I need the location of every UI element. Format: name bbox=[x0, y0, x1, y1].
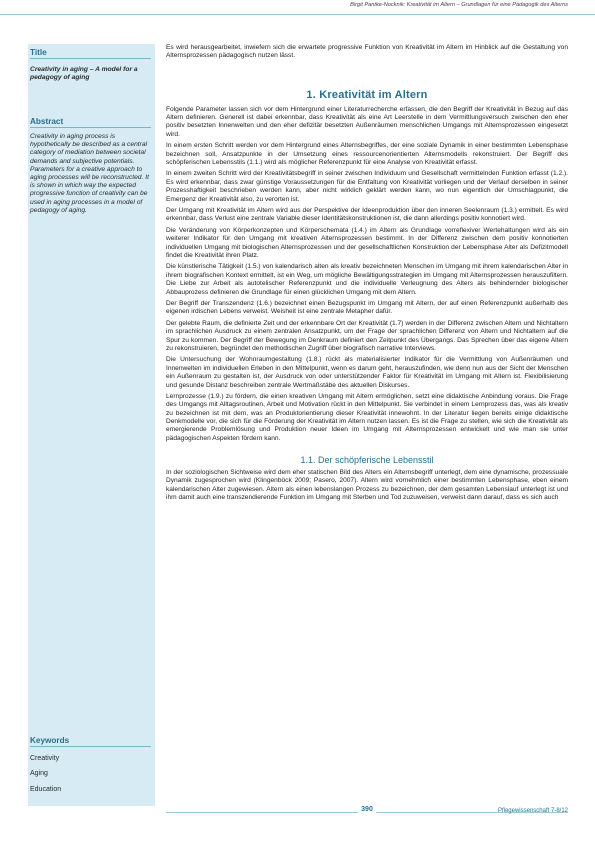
body-paragraph: Die Untersuchung der Wohnraumgestaltung (1.8.) rückt als materialisierter Indikator für die Vermittlung von Außenräumen und Innenwelten im individuellen Erleben in den Mittelpunkt, wenn es darum geht, herauszufinden, wie denn nun aus der Sicht der Menschen ein Außenraum zu gestalten ist, der Ausdruck von oder unterstützender Faktor für Kreativität im Umgang mit Altern ist. Flexibilisierung und gesunde Distanz beschreiben zentrale Wertmaßstäbe des aktuellen Diskurses. bbox=[166, 356, 568, 389]
keywords-heading: Keywords bbox=[30, 736, 151, 747]
keyword-item: Aging bbox=[30, 770, 48, 777]
article-body bbox=[166, 44, 568, 506]
running-head-text: Birgit Pantke-Nocknik: Kreativität im Altern – Grundlagen für eine Pädagogik des Alterns bbox=[350, 2, 568, 8]
body-paragraph: Lernprozesse (1.9.) zu fördern, die einen kreativen Umgang mit Altern ermöglichen, setzt eine didaktische Anbindung voraus. Die Frage des Umgangs mit Alltagsroutinen, Arbeit und Motivation rückt in den Mittelpunkt. Sie verbindet in einem Lernprozess das, was als kreativ zu bezeichnen ist mit dem, was an Produktorientierung dieser Kreativität innewohnt. In der Literatur liegen bereits einige didaktische Denkmodelle vor, die sich für die Förderung der Kreativität im Altern nutzen lassen. Es ist die Frage zu stellen, wie sich die Kreativität als emergierende Problemlösung und Produktion neuer Ideen im Umgang mit Alternsprozessen entwickelt und wie man sie unter pädagogischen Aspekten fördern kann. bbox=[166, 393, 568, 442]
body-paragraph: In der soziologischen Sichtweise wird dem eher statischen Bild des Alters ein Alternsbegriff unterlegt, dem eine dynamische, prozessuale Dynamik zugesprochen wird (Klingenböck 2009; Pasero, 2007). Altern wird vornehmlich einer bestimmten Lebensphase, eben einem kalendarischen Alter zugewiesen. Altern als einen lebenslangen Prozess zu bezeichnen, der dem gesamten Lebenslauf unterlegt ist und ihm damit auch eine transzendierende Funktion im Umgang mit Sterben und Tod zuzuweisen, verweist dann darauf, dass es sich auch bbox=[166, 469, 568, 502]
section-heading: 1. Kreativität im Altern bbox=[306, 88, 428, 101]
body-paragraph: In einem zweiten Schritt wird der Kreativitätsbegriff in seiner zwischen Individuum und Gesellschaft vermittelnden Funktion erfasst (1.2.). Es wird erkennbar, dass zwar günstige Voraussetzungen für die Entfaltung von Kreativität vorliegen und der Verlauf derselben in seiner Prozesshaftigkeit beschrieben werden kann, aber nicht wirklich geklärt werden kann, wo nun eigentlich der Umschlagpunkt, die Emergenz der Kreativität also, zu verorten ist. bbox=[166, 170, 568, 203]
body-paragraph: Folgende Parameter lassen sich vor dem Hintergrund einer Literaturrecherche erfassen, die den Begriff der Kreativität in Bezug auf das Altern definieren. Generell ist dabei erkennbar, dass Kreativität als eine Art Leerstelle in dem Vermittlungsversuch zwischen den eher positiv besetzten Innenwelten und den eher defizitär besetzten Außenräumen menschlichen Umgangs mit Alternsprozessen eingesetzt wird. bbox=[166, 105, 568, 138]
title-heading: Title bbox=[30, 48, 151, 59]
subsection-heading: 1.1. Der schöpferische Lebensstil bbox=[300, 455, 434, 466]
body-paragraph: Die Veränderung von Körperkonzepten und Körperschemata (1.4.) im Altern als Grundlage vorreflexiver Wertehaltungen wird als ein weiterer Indikator für den Umgang mit kreativen Alternsprozessen bestimmt. In der Differenz zwischen dem positiv konnotierten individuellen Umgang mit biologischen Alternsprozessen und der gesellschaftlichen Konstruktion der Lebensphase Alter als Defizitmodell findet die Kreativität ihren Platz. bbox=[166, 226, 568, 259]
body-paragraph: Der Umgang mit Kreativität im Altern wird aus der Perspektive der Ideenproduktion über den inneren Seelenraum (1.3.) ermittelt. Es wird erkennbar, dass Verlust eine zentrale Variable dieser Identitätskonstruktionen ist, die dann allerdings positiv konnotiert wird. bbox=[166, 207, 568, 223]
running-head bbox=[0, 0, 595, 15]
body-paragraph: In einem ersten Schritt werden vor dem Hintergrund eines Alternsbegriffes, der eine soziale Dynamik in einer bestimmten Lebensphase bezeichnen soll, Ansatzpunkte in der Umsetzung eines ressourcenorientierten Alternsmodells rekonstruiert. Der Begriff des schöpferischen Lebensstils (1.1.) wird als möglicher Referenzpunkt für eine Analyse von Kreativität erfasst. bbox=[166, 142, 568, 166]
sidebar bbox=[28, 44, 155, 806]
body-paragraph: Die künstlerische Tätigkeit (1.5.) von kalendarisch alten als kreativ bezeichneten Menschen im Umgang mit ihrem kalendarischen Alter in ihrem biografischen Kontext ermittelt, ist ein Weg, um mögliche Bewältigungsstrategien im Umgang mit Alternsprozessen herauszufiltern. Die Liebe zur Arbeit als autotelischer Referenzpunkt und die individuelle Verleugnung des Alters als behindernder biologischer Abbauprozess definieren die Grundlage für einen glücklichen Umgang mit dem Altern. bbox=[166, 263, 568, 296]
page-number: 390 bbox=[358, 806, 376, 813]
intro-paragraph: Es wird herausgearbeitet, inwiefern sich die erwartete progressive Funktion von Kreativität im Altern im Hinblick auf die Gestaltung von Alternsprozessen pädagogisch nutzen lässt. bbox=[166, 44, 568, 60]
body-paragraph: Der gelebte Raum, die definierte Zeit und der erkennbare Ort der Kreativität (1.7) werden in der Differenz zwischen Altern und Nichtaltern im sprachlichen Ausdruck zu einem zentralen Ansatzpunkt, um der Frage der sprachlichen Differenz von Altern und Nichtaltern auf die Spur zu kommen. Der Begriff der Bewegung im Denkraum definiert den Zeitpunkt des Übergangs. Das Sprechen über das eigene Altern zu rekonstruieren, begründet den methodischen Zugriff über biografisch narrative Interviews. bbox=[166, 319, 568, 352]
keyword-item: Education bbox=[30, 786, 62, 793]
journal-footer: Pflegewissenschaft 7-8/12 bbox=[497, 808, 568, 814]
body-paragraph: Der Begriff der Transzendenz (1.6.) bezeichnet einen Bezugspunkt im Umgang mit Altern, der auf einen Referenzpunkt außerhalb des eigenen irdischen Lebens verweist. Weisheit ist eine zentrale Metapher dafür. bbox=[166, 300, 568, 316]
title-text: Creativity in aging – A model for a pedagogy of aging bbox=[30, 66, 138, 82]
keyword-item: Creativity bbox=[30, 755, 60, 762]
abstract-heading: Abstract bbox=[30, 117, 151, 128]
abstract-text: Creativity in aging process is hypothetically be described as a central category of mediation between societal demands and subjective potentials. Parameters for a creative approach to aging processes will be reconstructed. It is shown in which way the expected progressive function of creativity can be used in aging processes in a model of pedagogy of aging. bbox=[30, 133, 149, 214]
